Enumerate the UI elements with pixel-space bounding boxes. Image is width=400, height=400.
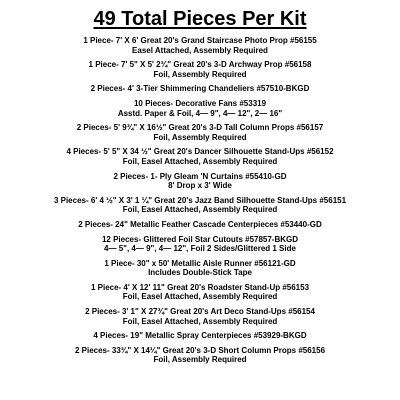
list-item bbox=[6, 346, 394, 365]
list-item bbox=[6, 147, 394, 166]
item-title: 2 Pieces- 24" Metallic Feather Cascade Centerpieces #53440-GD bbox=[78, 219, 322, 229]
list-item bbox=[6, 60, 394, 79]
item-details: Foil, Easel Attached, Assembly Required bbox=[122, 156, 278, 166]
list-item bbox=[6, 36, 394, 55]
item-title: 1 Piece- 7' 5" X 5' 2¾" Great 20's 3-D Archway Prop #56158 bbox=[88, 60, 312, 70]
page-title: 49 Total Pieces Per Kit bbox=[93, 8, 307, 30]
item-title: 1 Piece- 4' X 12' 11" Great 20's Roadster Stand-Up #56153 bbox=[90, 282, 310, 292]
list-item bbox=[6, 331, 394, 341]
list-item bbox=[6, 84, 394, 94]
list-item bbox=[6, 307, 394, 326]
item-title: 1 Piece- 30" x 50' Metallic Aisle Runner #56121-GD bbox=[104, 258, 296, 268]
item-details: Foil, Easel Attached, Assembly Required bbox=[122, 205, 278, 215]
item-details: Foil, Assembly Required bbox=[153, 69, 247, 79]
item-title: 10 Pieces- Decorative Fans #53319 bbox=[133, 98, 267, 108]
list-item bbox=[6, 99, 394, 118]
item-title: 2 Pieces- 33¾" X 14¼" Great 20's 3-D Short Column Props #56156 bbox=[74, 345, 326, 355]
item-title: 2 Pieces- 4' 3-Tier Shimmering Chandeliers #57510-BKGD bbox=[90, 84, 310, 94]
item-details: Asstd. Paper & Foil, 4— 9", 4— 12", 2— 16" bbox=[117, 108, 283, 118]
list-item bbox=[6, 259, 394, 278]
item-details: Foil, Assembly Required bbox=[153, 355, 247, 365]
item-title: 2 Pieces- 3' 1" X 27¾" Great 20's Art Deco Stand-Ups #56154 bbox=[85, 307, 315, 317]
item-title: 3 Pieces- 6' 4 ½" X 3' 1 ¼" Great 20's Jazz Band Silhouette Stand-Ups #56151 bbox=[53, 195, 347, 205]
item-title: 1 Piece- 7' X 6' Great 20's Grand Staircase Photo Prop #56155 bbox=[83, 36, 317, 45]
item-title: 4 Pieces- 19" Metallic Spray Centerpieces #53929-BKGD bbox=[93, 331, 307, 341]
list-item bbox=[6, 283, 394, 302]
item-details: Easel Attached, Assembly Required bbox=[132, 45, 268, 55]
list-item bbox=[6, 123, 394, 142]
item-title: 2 Pieces- 1- Ply Gleam 'N Curtains #55410-GD bbox=[113, 171, 287, 181]
item-details: Foil, Easel Attached, Assembly Required bbox=[122, 316, 278, 326]
item-title: 4 Pieces- 5' 5" X 34 ½" Great 20's Dancer Silhouette Stand-Ups #56152 bbox=[66, 147, 334, 157]
item-list bbox=[6, 36, 394, 365]
list-item bbox=[6, 172, 394, 191]
item-details: 4— 5", 4— 9", 4— 12", Foil 2 Sides/Glittered 1 Side bbox=[104, 244, 296, 254]
list-item bbox=[6, 220, 394, 230]
item-title: 12 Pieces- Glittered Foil Star Cutouts #57857-BKGD bbox=[101, 234, 299, 244]
item-details: 8' Drop x 3' Wide bbox=[168, 181, 232, 191]
list-item bbox=[6, 196, 394, 215]
list-item bbox=[6, 235, 394, 254]
item-details: Foil, Easel Attached, Assembly Required bbox=[122, 292, 278, 302]
item-details: Includes Double-Stick Tape bbox=[148, 268, 252, 278]
item-details: Foil, Assembly Required bbox=[153, 132, 247, 142]
item-title: 2 Pieces- 5' 9¾" X 16½" Great 20's 3-D Tall Column Props #56157 bbox=[76, 123, 324, 133]
